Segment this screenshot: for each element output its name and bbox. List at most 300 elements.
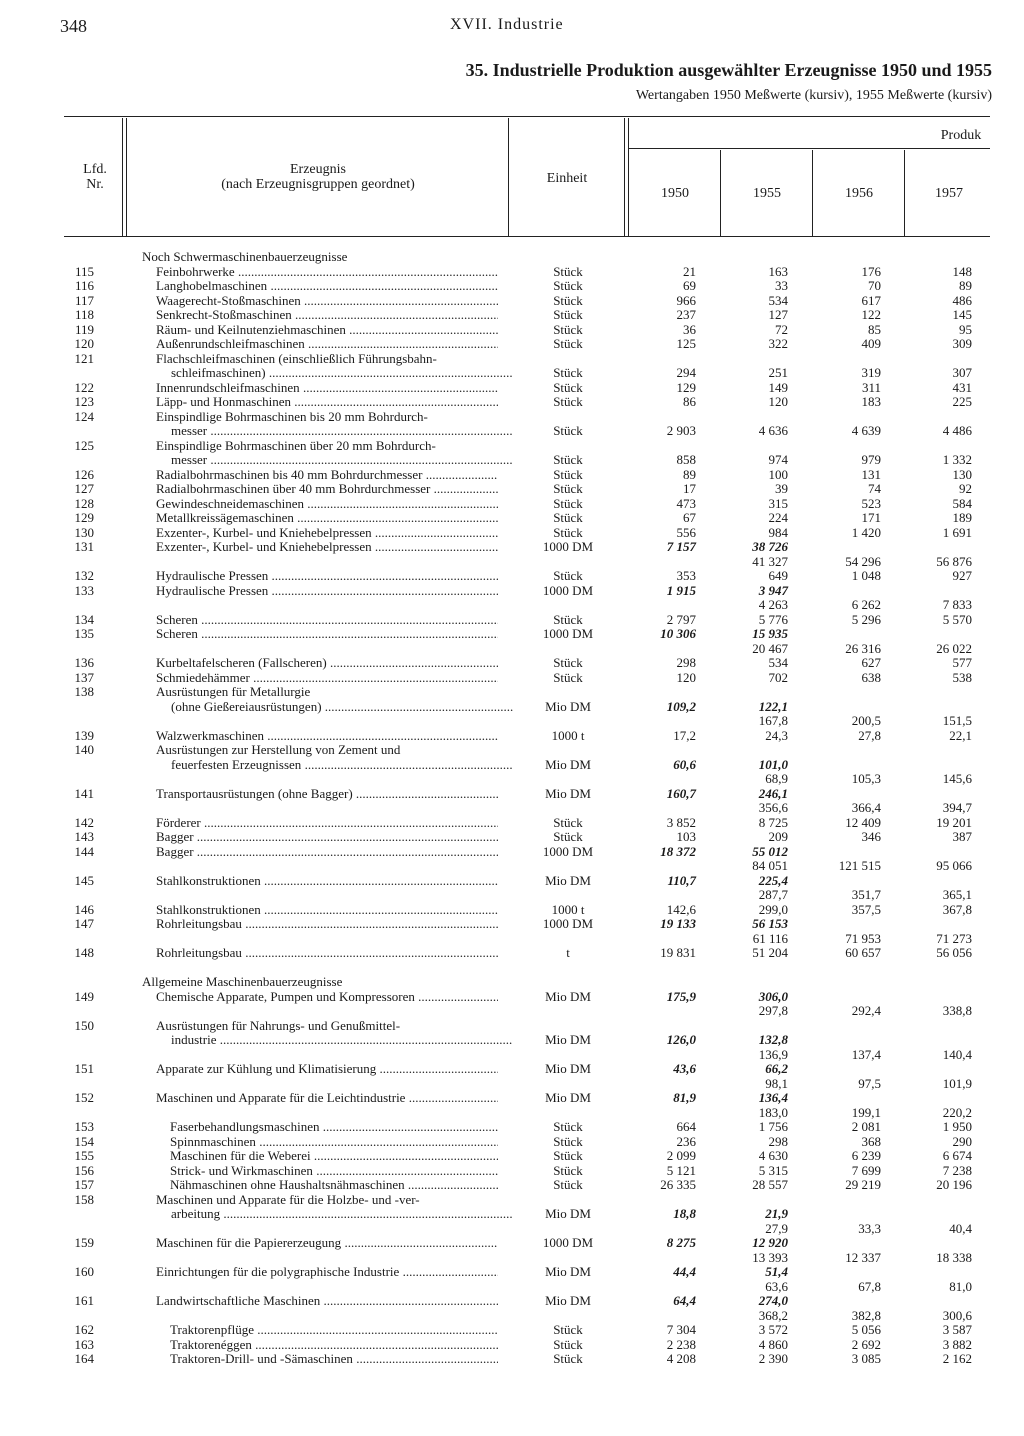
unit-cell: 1000 DM bbox=[542, 1235, 594, 1250]
unit-cell: Mio DM bbox=[545, 1032, 591, 1047]
value-1956: 5 056 bbox=[851, 1322, 881, 1337]
value-1955: 12 920 bbox=[752, 1235, 788, 1250]
header-year-1950: 1950 bbox=[661, 186, 689, 201]
row-number: 162 bbox=[74, 1322, 94, 1337]
unit-cell: Stück bbox=[553, 278, 583, 293]
value-1955: 28 557 bbox=[752, 1177, 788, 1192]
table-row bbox=[0, 1309, 1024, 1324]
value-1955: 100 bbox=[768, 466, 788, 482]
value-1955: 68,9 bbox=[765, 771, 788, 786]
value-1950: 298 bbox=[676, 655, 696, 670]
table-row bbox=[0, 352, 1024, 367]
unit-cell: Stück bbox=[553, 481, 583, 496]
value-1950: 129 bbox=[676, 379, 696, 395]
value-1955: 66,2 bbox=[765, 1061, 788, 1076]
product-name: Förderer ..... bbox=[156, 816, 498, 831]
value-1957: 6 674 bbox=[942, 1148, 972, 1163]
value-1955: 4 860 bbox=[758, 1336, 788, 1352]
value-1957: 56 056 bbox=[936, 945, 972, 960]
value-1956: 617 bbox=[861, 292, 881, 308]
header-year-1957: 1957 bbox=[935, 186, 963, 201]
value-1955: 136,4 bbox=[758, 1090, 788, 1105]
value-1956: 357,5 bbox=[851, 901, 881, 917]
table-row bbox=[0, 1178, 1024, 1193]
header-year-1955: 1955 bbox=[753, 186, 781, 201]
table-row bbox=[0, 1280, 1024, 1295]
value-1955: 120 bbox=[768, 394, 788, 409]
value-1950: 18,8 bbox=[673, 1206, 696, 1221]
row-number: 125 bbox=[74, 437, 94, 453]
product-name: schleifmaschinen) ..... bbox=[171, 366, 513, 381]
table-row bbox=[0, 1062, 1024, 1077]
value-1955: 299,0 bbox=[758, 901, 788, 917]
value-1950: 2 238 bbox=[666, 1336, 696, 1352]
unit-cell: Stück bbox=[553, 1336, 583, 1352]
row-number: 164 bbox=[74, 1351, 94, 1366]
value-1955: 163 bbox=[768, 263, 788, 279]
value-1950: 44,4 bbox=[673, 1264, 696, 1279]
row-number: 131 bbox=[74, 539, 94, 554]
product-name: Schmiedehämmer ..... bbox=[156, 671, 498, 686]
table-row bbox=[0, 743, 1024, 758]
product-name: Traktorenpflüge ..... bbox=[170, 1323, 498, 1338]
value-1957: 365,1 bbox=[942, 887, 972, 902]
product-name: Läpp- und Honmaschinen ..... bbox=[156, 395, 498, 410]
value-1956: 131 bbox=[861, 466, 881, 482]
value-1956: 4 639 bbox=[851, 423, 881, 438]
value-1956: 979 bbox=[861, 452, 881, 467]
value-1956: 200,5 bbox=[851, 713, 881, 728]
row-number: 148 bbox=[74, 945, 94, 960]
value-1957: 95 066 bbox=[936, 858, 972, 873]
header-nr: Nr. bbox=[86, 177, 104, 192]
unit-cell: Stück bbox=[553, 336, 583, 351]
value-1957: 7 833 bbox=[942, 597, 972, 612]
value-1950: 142,6 bbox=[666, 901, 696, 917]
unit-cell: Stück bbox=[553, 466, 583, 482]
row-number: 140 bbox=[74, 742, 94, 757]
value-1955: 127 bbox=[768, 307, 788, 322]
row-number: 142 bbox=[74, 814, 94, 830]
row-number: 147 bbox=[74, 916, 94, 931]
unit-cell: Stück bbox=[553, 829, 583, 844]
row-number: 124 bbox=[74, 408, 94, 424]
value-1955: 274,0 bbox=[758, 1293, 788, 1308]
value-1950: 89 bbox=[683, 466, 696, 482]
value-1957: 5 570 bbox=[942, 611, 972, 627]
value-1956: 351,7 bbox=[851, 887, 881, 902]
row-number: 161 bbox=[74, 1293, 94, 1308]
value-1950: 858 bbox=[676, 452, 696, 467]
table-row bbox=[0, 917, 1024, 932]
row-number: 145 bbox=[74, 872, 94, 888]
value-1950: 36 bbox=[683, 321, 696, 337]
unit-cell: Mio DM bbox=[545, 988, 591, 1004]
unit-cell: Stück bbox=[553, 655, 583, 670]
value-1955: 39 bbox=[775, 481, 788, 496]
value-1957: 367,8 bbox=[942, 901, 972, 917]
table-row bbox=[0, 671, 1024, 686]
value-1950: 86 bbox=[683, 394, 696, 409]
unit-cell: 1000 DM bbox=[542, 626, 594, 641]
product-name: Strick- und Wirkmaschinen ..... bbox=[170, 1164, 498, 1179]
table-row bbox=[0, 1019, 1024, 1034]
table-row bbox=[0, 482, 1024, 497]
value-1950: 18 372 bbox=[660, 843, 696, 859]
table-row bbox=[0, 308, 1024, 323]
product-name: Radialbohrmaschinen bis 40 mm Bohrdurchmesser ..... bbox=[156, 468, 498, 483]
table-row bbox=[0, 1149, 1024, 1164]
value-1957: 538 bbox=[952, 669, 972, 685]
product-name: industrie ..... bbox=[171, 1033, 513, 1048]
product-name: Stahlkonstruktionen ..... bbox=[156, 874, 498, 889]
row-number: 141 bbox=[74, 785, 94, 801]
value-1956: 70 bbox=[868, 278, 881, 293]
header-divider-1 bbox=[122, 118, 123, 236]
value-1957: 584 bbox=[952, 495, 972, 511]
unit-cell: Mio DM bbox=[545, 1264, 591, 1279]
value-1955: 132,8 bbox=[758, 1032, 788, 1047]
table-row bbox=[0, 569, 1024, 584]
product-name: Ausrüstungen zur Herstellung von Zement und bbox=[156, 743, 401, 757]
value-1955: 984 bbox=[768, 524, 788, 540]
value-1950: 473 bbox=[676, 495, 696, 511]
header-produk: Produk bbox=[940, 128, 982, 143]
value-1957: 20 196 bbox=[936, 1177, 972, 1192]
table-row bbox=[0, 1135, 1024, 1150]
value-1956: 523 bbox=[861, 495, 881, 511]
value-1955: 4 263 bbox=[758, 597, 788, 612]
value-1955: 55 012 bbox=[752, 843, 788, 859]
row-number: 143 bbox=[74, 829, 94, 844]
product-name: Maschinen und Apparate für die Leichtindustrie ..... bbox=[156, 1091, 498, 1106]
table-row bbox=[0, 714, 1024, 729]
value-1955: 61 116 bbox=[752, 930, 788, 946]
value-1955: 24,3 bbox=[765, 727, 788, 743]
value-1956: 1 048 bbox=[851, 568, 881, 583]
table-row bbox=[0, 1048, 1024, 1063]
product-name: Außenrundschleifmaschinen ..... bbox=[156, 337, 498, 352]
table-row bbox=[0, 410, 1024, 425]
value-1957: 225 bbox=[952, 394, 972, 409]
table-row bbox=[0, 932, 1024, 947]
unit-cell: 1000 t bbox=[551, 727, 585, 743]
value-1956: 29 219 bbox=[845, 1177, 881, 1192]
header-divider-2 bbox=[126, 118, 127, 236]
value-1955: 315 bbox=[768, 495, 788, 511]
value-1956: 171 bbox=[861, 510, 881, 525]
value-1950: 237 bbox=[676, 307, 696, 322]
header-year-1956: 1956 bbox=[845, 186, 873, 201]
value-1957: 307 bbox=[952, 365, 972, 380]
unit-cell: Stück bbox=[553, 1148, 583, 1163]
value-1956: 6 262 bbox=[851, 597, 881, 612]
table-row bbox=[0, 729, 1024, 744]
year-group-rule bbox=[628, 148, 990, 149]
table-title: 35. Industrielle Produktion ausgewählter Erzeugnisse 1950 und 1955 bbox=[465, 60, 992, 80]
value-1950: 19 133 bbox=[660, 916, 696, 931]
value-1956: 12 337 bbox=[845, 1249, 881, 1265]
row-number: 117 bbox=[74, 292, 94, 308]
header-divider-6 bbox=[720, 150, 721, 236]
value-1956: 366,4 bbox=[851, 800, 881, 815]
value-1956: 121 515 bbox=[838, 858, 881, 873]
value-1950: 17 bbox=[683, 481, 696, 496]
product-name: Scheren ..... bbox=[156, 613, 498, 628]
value-1957: 300,6 bbox=[942, 1307, 972, 1323]
product-name: Exzenter-, Kurbel- und Kniehebelpressen ..... bbox=[156, 540, 498, 555]
table-row bbox=[0, 366, 1024, 381]
table-row bbox=[0, 1207, 1024, 1222]
value-1956: 176 bbox=[861, 263, 881, 279]
value-1955: 84 051 bbox=[752, 858, 788, 873]
row-number: 151 bbox=[74, 1061, 94, 1076]
value-1955: 27,9 bbox=[765, 1220, 788, 1236]
value-1955: 1 756 bbox=[758, 1119, 788, 1134]
product-name: Maschinen für die Papiererzeugung ..... bbox=[156, 1236, 498, 1251]
product-name: Walzwerkmaschinen ..... bbox=[156, 729, 498, 744]
value-1957: 1 950 bbox=[942, 1119, 972, 1134]
value-1950: 556 bbox=[676, 524, 696, 540]
unit-cell: Stück bbox=[553, 379, 583, 395]
value-1955: 298 bbox=[768, 1133, 788, 1149]
value-1950: 110,7 bbox=[667, 872, 696, 888]
product-name: Bagger ..... bbox=[156, 845, 498, 860]
table-row bbox=[0, 1222, 1024, 1237]
value-1955: 122,1 bbox=[758, 698, 788, 714]
product-name: Feinbohrwerke ..... bbox=[156, 265, 498, 280]
product-name: Radialbohrmaschinen über 40 mm Bohrdurchmesser ..... bbox=[156, 482, 498, 497]
value-1950: 966 bbox=[676, 292, 696, 308]
value-1950: 125 bbox=[676, 336, 696, 351]
value-1955: 246,1 bbox=[758, 785, 788, 801]
value-1957: 1 691 bbox=[942, 524, 972, 540]
product-name: Hydraulische Pressen ..... bbox=[156, 569, 498, 584]
table-row bbox=[0, 1077, 1024, 1092]
value-1955: 297,8 bbox=[758, 1003, 788, 1018]
unit-cell: Mio DM bbox=[545, 756, 591, 772]
value-1957: 95 bbox=[959, 321, 972, 337]
row-number: 126 bbox=[74, 466, 94, 482]
value-1957: 19 201 bbox=[936, 814, 972, 830]
header-top-rule bbox=[64, 116, 990, 117]
header-erzeugnis-sub: (nach Erzeugnisgruppen geordnet) bbox=[221, 177, 415, 192]
value-1955: 56 153 bbox=[752, 916, 788, 931]
table-row bbox=[0, 700, 1024, 715]
value-1955: 8 725 bbox=[758, 814, 788, 830]
product-name: Stahlkonstruktionen ..... bbox=[156, 903, 498, 918]
unit-cell: Stück bbox=[553, 1177, 583, 1192]
value-1956: 292,4 bbox=[851, 1003, 881, 1018]
product-name: Apparate zur Kühlung und Klimatisierung ..... bbox=[156, 1062, 498, 1077]
table-row bbox=[0, 787, 1024, 802]
table-row bbox=[0, 598, 1024, 613]
row-number: 119 bbox=[74, 321, 94, 337]
value-1957: 2 162 bbox=[942, 1351, 972, 1366]
value-1955: 72 bbox=[775, 321, 788, 337]
table-row bbox=[0, 975, 1024, 990]
row-number: 121 bbox=[74, 350, 94, 366]
product-name: Kurbeltafelscheren (Fallscheren) ..... bbox=[156, 656, 498, 671]
row-number: 157 bbox=[74, 1177, 94, 1192]
value-1956: 5 296 bbox=[851, 611, 881, 627]
unit-cell: Stück bbox=[553, 1119, 583, 1134]
value-1955: 702 bbox=[768, 669, 788, 685]
value-1955: 101,0 bbox=[758, 756, 788, 772]
unit-cell: 1000 DM bbox=[542, 843, 594, 859]
value-1956: 382,8 bbox=[851, 1307, 881, 1323]
product-name: Gewindeschneidemaschinen ..... bbox=[156, 497, 498, 512]
value-1950: 2 099 bbox=[666, 1148, 696, 1163]
table-row bbox=[0, 1193, 1024, 1208]
value-1956: 409 bbox=[861, 336, 881, 351]
value-1956: 199,1 bbox=[851, 1104, 881, 1120]
table-row bbox=[0, 294, 1024, 309]
table-row bbox=[0, 265, 1024, 280]
product-name: Metallkreissägemaschinen ..... bbox=[156, 511, 498, 526]
section-heading: XVII. Industrie bbox=[450, 16, 564, 33]
product-name: Einrichtungen für die polygraphische Industrie ..... bbox=[156, 1265, 498, 1280]
value-1957: 145 bbox=[952, 307, 972, 322]
value-1955: 974 bbox=[768, 452, 788, 467]
unit-cell: 1000 DM bbox=[542, 916, 594, 931]
product-name: messer ..... bbox=[171, 453, 513, 468]
header-divider-7 bbox=[812, 150, 813, 236]
unit-cell: Mio DM bbox=[545, 785, 591, 801]
value-1956: 7 699 bbox=[851, 1162, 881, 1178]
unit-cell: Mio DM bbox=[545, 1206, 591, 1221]
row-number: 153 bbox=[74, 1119, 94, 1134]
value-1955: 38 726 bbox=[752, 539, 788, 554]
value-1956: 74 bbox=[868, 481, 881, 496]
value-1950: 7 157 bbox=[666, 539, 696, 554]
value-1956: 12 409 bbox=[845, 814, 881, 830]
table-row bbox=[0, 381, 1024, 396]
table-row bbox=[0, 424, 1024, 439]
product-name: Nähmaschinen ohne Haushaltsnähmaschinen ..... bbox=[170, 1178, 498, 1193]
value-1957: 92 bbox=[959, 481, 972, 496]
value-1950: 17,2 bbox=[673, 727, 696, 743]
value-1955: 136,9 bbox=[758, 1046, 788, 1062]
unit-cell: Stück bbox=[553, 1322, 583, 1337]
value-1957: 1 332 bbox=[942, 452, 972, 467]
value-1956: 2 692 bbox=[851, 1336, 881, 1352]
value-1955: 534 bbox=[768, 655, 788, 670]
value-1956: 6 239 bbox=[851, 1148, 881, 1163]
value-1950: 353 bbox=[676, 568, 696, 583]
table-row bbox=[0, 497, 1024, 512]
unit-cell: Stück bbox=[553, 568, 583, 583]
table-row bbox=[0, 685, 1024, 700]
row-number: 144 bbox=[74, 843, 94, 859]
value-1957: 89 bbox=[959, 278, 972, 293]
unit-cell: Stück bbox=[553, 814, 583, 830]
table-row bbox=[0, 1338, 1024, 1353]
value-1950: 19 831 bbox=[660, 945, 696, 960]
row-number: 127 bbox=[74, 481, 94, 496]
value-1957: 26 022 bbox=[936, 640, 972, 656]
value-1955: 306,0 bbox=[758, 988, 788, 1004]
unit-cell: Stück bbox=[553, 452, 583, 467]
table-row bbox=[0, 1265, 1024, 1280]
row-number: 154 bbox=[74, 1133, 94, 1149]
row-number: 159 bbox=[74, 1235, 94, 1250]
value-1950: 60,6 bbox=[673, 756, 696, 772]
unit-cell: Stück bbox=[553, 365, 583, 380]
value-1957: 431 bbox=[952, 379, 972, 395]
value-1956: 97,5 bbox=[858, 1075, 881, 1091]
value-1955: 534 bbox=[768, 292, 788, 308]
value-1957: 22,1 bbox=[949, 727, 972, 743]
row-number: 130 bbox=[74, 524, 94, 540]
value-1955: 63,6 bbox=[765, 1278, 788, 1294]
value-1950: 67 bbox=[683, 510, 696, 525]
row-number: 133 bbox=[74, 582, 94, 598]
product-name: Innenrundschleifmaschinen ..... bbox=[156, 381, 498, 396]
value-1955: 5 776 bbox=[758, 611, 788, 627]
row-number: 118 bbox=[74, 307, 94, 322]
value-1956: 71 953 bbox=[845, 930, 881, 946]
value-1955: 2 390 bbox=[758, 1351, 788, 1366]
value-1956: 368 bbox=[861, 1133, 881, 1149]
header-divider-4 bbox=[624, 118, 625, 236]
unit-cell: Stück bbox=[553, 524, 583, 540]
table-row bbox=[0, 1352, 1024, 1367]
product-name: Allgemeine Maschinenbauerzeugnisse bbox=[142, 975, 343, 989]
value-1957: 189 bbox=[952, 510, 972, 525]
value-1950: 5 121 bbox=[666, 1162, 696, 1178]
value-1956: 85 bbox=[868, 321, 881, 337]
header-divider-8 bbox=[904, 150, 905, 236]
value-1957: 4 486 bbox=[942, 423, 972, 438]
table-row bbox=[0, 627, 1024, 642]
row-number: 132 bbox=[74, 568, 94, 583]
unit-cell: Stück bbox=[553, 611, 583, 627]
value-1955: 322 bbox=[768, 336, 788, 351]
product-name: Chemische Apparate, Pumpen und Kompressoren ..... bbox=[156, 990, 498, 1005]
product-name: Rohrleitungsbau ..... bbox=[156, 917, 498, 932]
value-1955: 21,9 bbox=[765, 1206, 788, 1221]
value-1950: 109,2 bbox=[666, 698, 696, 714]
value-1950: 43,6 bbox=[673, 1061, 696, 1076]
table-row bbox=[0, 453, 1024, 468]
page-number: 348 bbox=[60, 16, 87, 36]
value-1957: 927 bbox=[952, 568, 972, 583]
value-1950: 3 852 bbox=[666, 814, 696, 830]
value-1957: 3 587 bbox=[942, 1322, 972, 1337]
row-number: 152 bbox=[74, 1090, 94, 1105]
table-row bbox=[0, 830, 1024, 845]
value-1955: 167,8 bbox=[758, 713, 788, 728]
value-1955: 51 204 bbox=[752, 945, 788, 960]
header-erzeugnis: Erzeugnis bbox=[290, 162, 346, 177]
value-1955: 41 327 bbox=[752, 553, 788, 569]
table-row bbox=[0, 1106, 1024, 1121]
row-number: 115 bbox=[74, 263, 94, 279]
row-number: 134 bbox=[74, 611, 94, 627]
value-1956: 26 316 bbox=[845, 640, 881, 656]
product-name: Scheren ..... bbox=[156, 627, 498, 642]
table-row bbox=[0, 250, 1024, 265]
table-row bbox=[0, 323, 1024, 338]
value-1957: 101,9 bbox=[942, 1075, 972, 1091]
value-1950: 7 304 bbox=[666, 1322, 696, 1337]
value-1957: 486 bbox=[952, 292, 972, 308]
row-number: 135 bbox=[74, 626, 94, 641]
value-1956: 60 657 bbox=[845, 945, 881, 960]
value-1955: 20 467 bbox=[752, 640, 788, 656]
value-1956: 67,8 bbox=[858, 1278, 881, 1294]
